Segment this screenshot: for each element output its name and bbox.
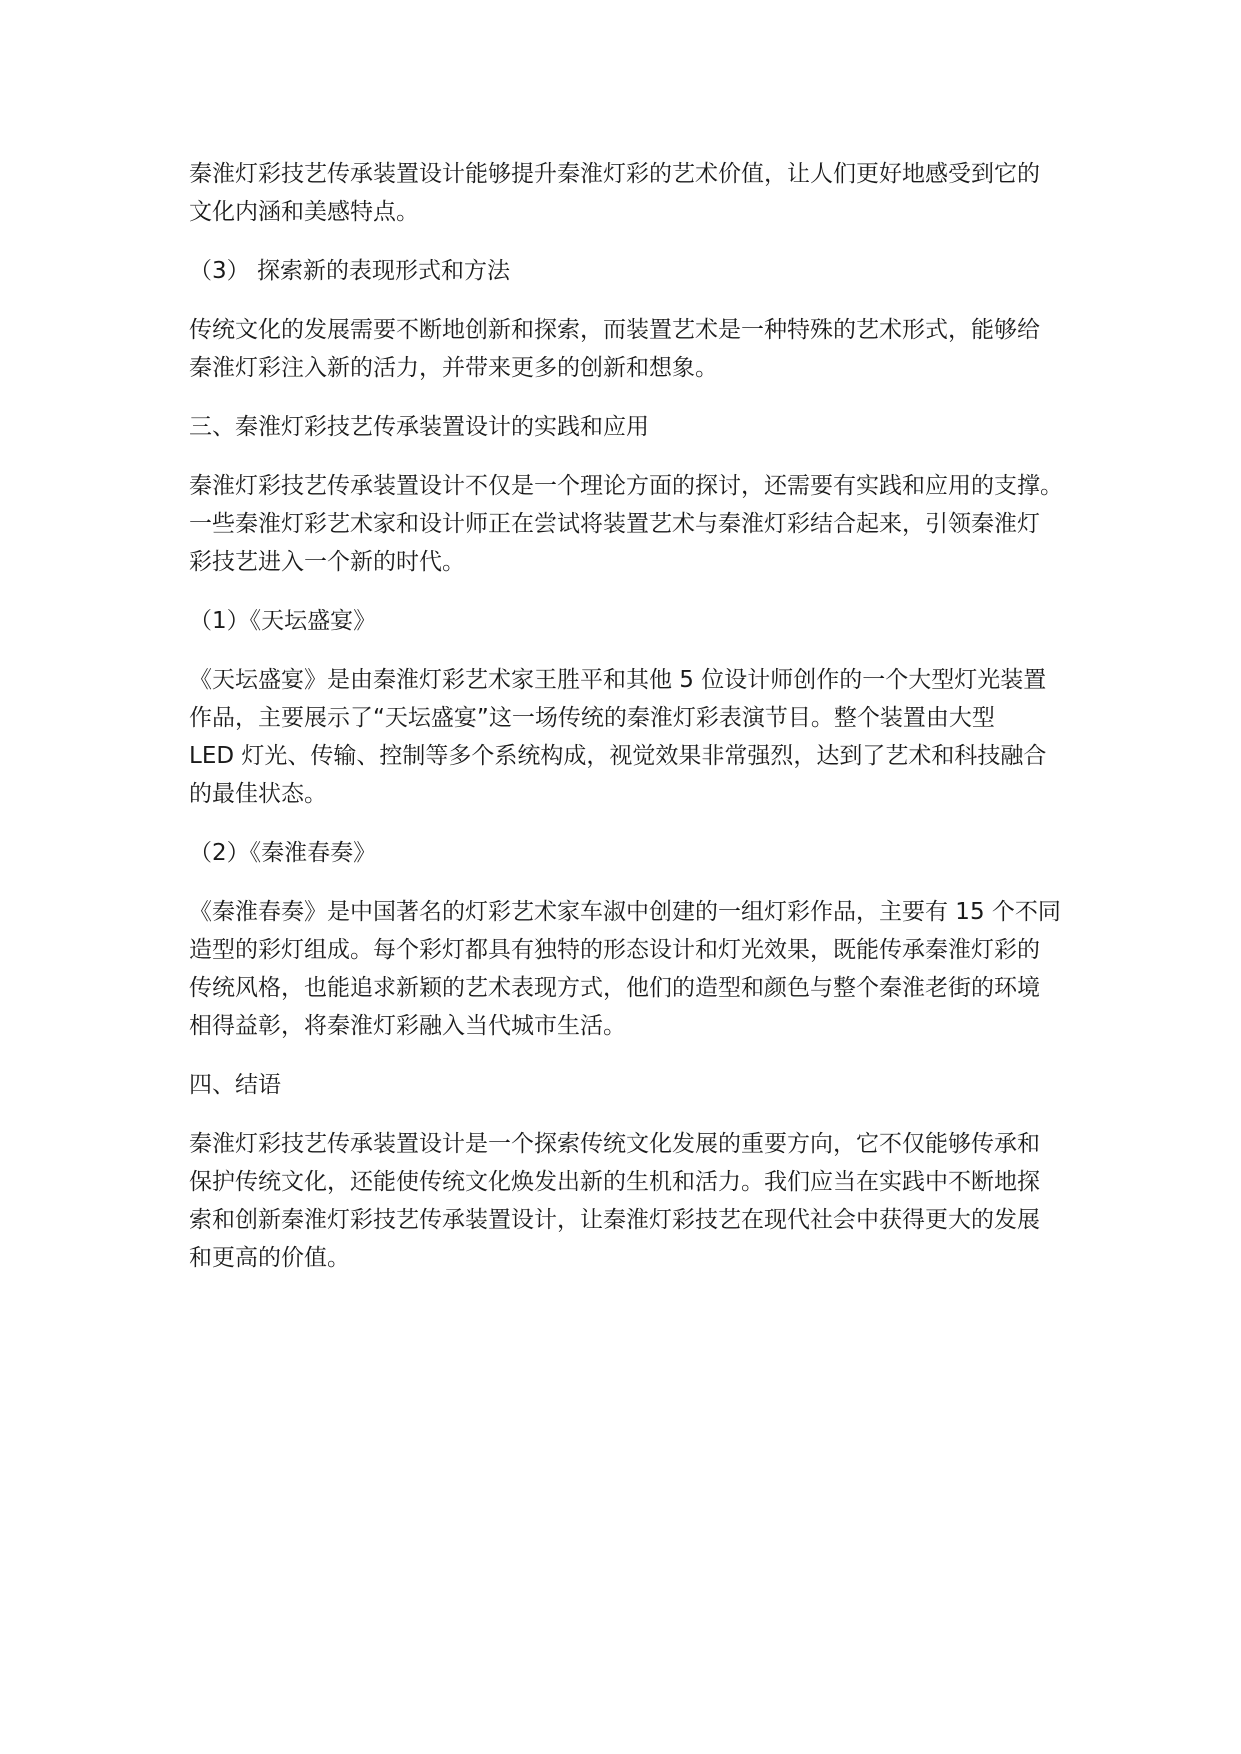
paragraph-value-of-art	[189, 155, 1069, 231]
paragraph-conclusion	[189, 1125, 1069, 1277]
section-heading-practice: 三、秦淮灯彩技艺传承装置设计的实践和应用	[189, 414, 649, 440]
text-line: 秦淮灯彩技艺传承装置设计能够提升秦淮灯彩的艺术价值，让人们更好地感受到它的	[189, 161, 1040, 187]
section-heading-conclusion: 四、结语	[189, 1072, 281, 1098]
text-line: 的最佳状态。	[189, 781, 327, 807]
paragraph-qinhuai-spring	[189, 893, 1069, 1045]
subheading-tiantan-feast: （1）《天坛盛宴》	[189, 608, 377, 634]
paragraph-tiantan-feast	[189, 661, 1069, 813]
document-body	[189, 155, 1069, 1298]
subheading-explore-new-forms: （3） 探索新的表现形式和方法	[189, 258, 510, 284]
text-line: 和更高的价值。	[189, 1245, 350, 1271]
text-line: 传统风格，也能追求新颖的艺术表现方式，他们的造型和颜色与整个秦淮老街的环境	[189, 975, 1040, 1001]
text-line: 彩技艺进入一个新的时代。	[189, 549, 465, 575]
text-line: 保护传统文化，还能使传统文化焕发出新的生机和活力。我们应当在实践中不断地探	[189, 1169, 1040, 1195]
text-line: 作品，主要展示了“天坛盛宴”这一场传统的秦淮灯彩表演节目。整个装置由大型	[189, 705, 995, 731]
paragraph-practice-intro	[189, 467, 1069, 581]
text-line: 秦淮灯彩技艺传承装置设计不仅是一个理论方面的探讨，还需要有实践和应用的支撑。	[189, 473, 1063, 499]
text-line: 秦淮灯彩技艺传承装置设计是一个探索传统文化发展的重要方向，它不仅能够传承和	[189, 1131, 1040, 1157]
text-line: 造型的彩灯组成。每个彩灯都具有独特的形态设计和灯光效果，既能传承秦淮灯彩的	[189, 937, 1040, 963]
subheading-qinhuai-spring: （2）《秦淮春奏》	[189, 840, 377, 866]
text-line: 《秦淮春奏》是中国著名的灯彩艺术家车淑中创建的一组灯彩作品，主要有 15 个不同	[189, 899, 1061, 925]
text-line: 一些秦淮灯彩艺术家和设计师正在尝试将装置艺术与秦淮灯彩结合起来，引领秦淮灯	[189, 511, 1040, 537]
text-line: 《天坛盛宴》是由秦淮灯彩艺术家王胜平和其他 5 位设计师创作的一个大型灯光装置	[189, 667, 1047, 693]
text-line: LED 灯光、传输、控制等多个系统构成，视觉效果非常强烈，达到了艺术和科技融合	[189, 743, 1047, 769]
text-line: 传统文化的发展需要不断地创新和探索，而装置艺术是一种特殊的艺术形式，能够给	[189, 317, 1040, 343]
text-line: 相得益彰，将秦淮灯彩融入当代城市生活。	[189, 1013, 626, 1039]
paragraph-innovation	[189, 311, 1069, 387]
text-line: 秦淮灯彩注入新的活力，并带来更多的创新和想象。	[189, 355, 718, 381]
text-line: 索和创新秦淮灯彩技艺传承装置设计，让秦淮灯彩技艺在现代社会中获得更大的发展	[189, 1207, 1040, 1233]
text-line: 文化内涵和美感特点。	[189, 199, 419, 225]
